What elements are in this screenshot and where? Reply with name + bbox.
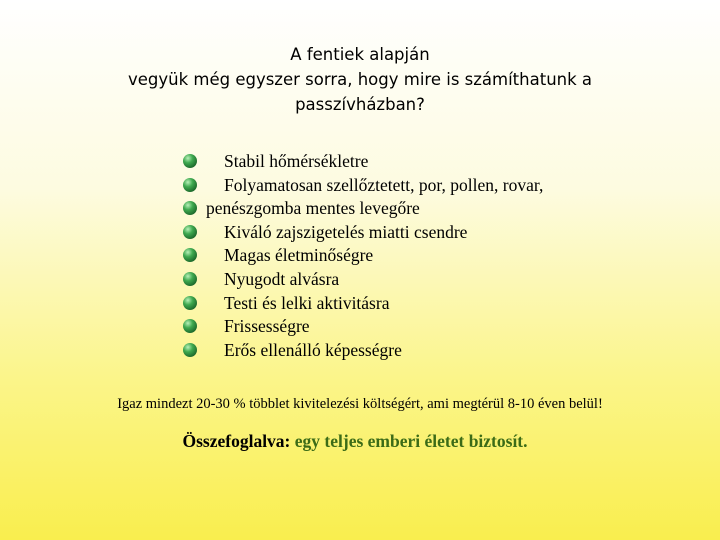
list-item-text: Testi és lelki aktivitásra <box>224 292 390 313</box>
green-sphere-bullet-icon <box>183 201 197 215</box>
title-line-1: A fentiek alapján <box>290 45 430 64</box>
green-sphere-bullet-icon <box>183 154 197 168</box>
list-item-text: Frissességre <box>224 316 310 337</box>
summary <box>0 431 710 452</box>
summary-label: Összefoglalva: <box>182 431 291 451</box>
cost-note: Igaz mindezt 20-30 % többlet kivitelezési költségért, ami megtérül 8-10 éven belül! <box>117 396 603 412</box>
green-sphere-bullet-icon <box>183 248 197 262</box>
green-sphere-bullet-icon <box>183 225 197 239</box>
title-line-3: passzívházban? <box>295 95 425 114</box>
list-item-text: Nyugodt alvásra <box>224 268 340 289</box>
list-item-text: Erős ellenálló képességre <box>224 339 402 360</box>
green-sphere-bullet-icon <box>183 296 197 310</box>
green-sphere-bullet-icon <box>183 272 197 286</box>
list-item-text: Stabil hőmérsékletre <box>224 151 369 171</box>
green-sphere-bullet-icon <box>183 343 197 357</box>
list-item-text: Magas életminőségre <box>224 245 374 266</box>
list-item-text: Folyamatosan szellőztetett, por, pollen, rovar, <box>224 174 544 195</box>
slide-title <box>0 42 720 117</box>
green-sphere-bullet-icon <box>183 319 197 333</box>
summary-value: egy teljes emberi életet biztosít. <box>294 431 528 451</box>
list-item-text: penészgomba mentes levegőre <box>206 198 420 219</box>
title-line-2: vegyük még egyszer sorra, hogy mire is számíthatunk a <box>127 70 593 89</box>
green-sphere-bullet-icon <box>183 178 197 192</box>
list-item-text: Kiváló zajszigetelés miatti csendre <box>224 221 468 242</box>
